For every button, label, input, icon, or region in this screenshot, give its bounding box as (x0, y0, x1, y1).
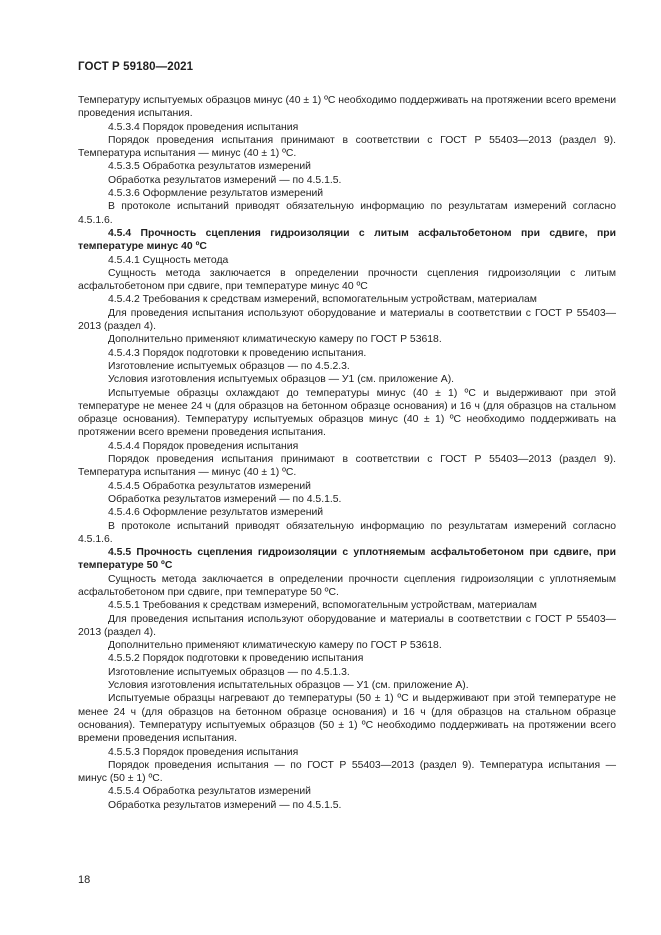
document-body (78, 94, 616, 812)
page-number: 18 (78, 874, 91, 886)
paragraph: Сущность метода заключается в определении прочности сцепления гидроизоляции с литым асфальтобетоном при сдвиге, при температуре минус 40 ºС (78, 267, 616, 293)
paragraph: 4.5.4.1 Сущность метода (108, 254, 229, 266)
paragraph: 4.5.5.1 Требования к средствам измерений, вспомогательным устройствам, материалам (108, 600, 537, 612)
paragraph: Условия изготовления испытуемых образцов — У1 (см. приложение А). (108, 374, 455, 386)
section-heading: 4.5.4 Прочность сцепления гидроизоляции с литым асфальтобетоном при сдвиге, при температуре минус 40 ºС (78, 227, 616, 253)
paragraph: Испытуемые образцы нагревают до температуры (50 ± 1) ºС и выдерживают при этой температуре не менее 24 ч (для образцов на бетонном образце основания) и 16 ч (для образцов на стальном образце основания). Температуру испытуемых образцов (50 ± 1) ºС необходимо поддерживать на протяжении всего времени проведения испытания. (78, 693, 616, 745)
paragraph: Порядок проведения испытания принимают в соответствии с ГОСТ Р 55403—2013 (раздел 9). Температура испытания — минус (40 ± 1) ºС. (78, 454, 616, 479)
paragraph: Дополнительно применяют климатическую камеру по ГОСТ Р 53618. (108, 334, 442, 346)
paragraph: 4.5.4.2 Требования к средствам измерений, вспомогательным устройствам, материалам (108, 294, 537, 306)
paragraph: 4.5.4.4 Порядок проведения испытания (108, 440, 299, 452)
paragraph: Обработка результатов измерений — по 4.5.1.5. (108, 493, 342, 505)
paragraph: Для проведения испытания используют оборудование и материалы в соответствии с ГОСТ Р 55403—2013 (раздел 4). (78, 613, 616, 638)
paragraph: 4.5.5.4 Обработка результатов измерений (108, 786, 311, 798)
document-header: ГОСТ Р 59180—2021 (78, 61, 194, 73)
paragraph: Порядок проведения испытания принимают в соответствии с ГОСТ Р 55403—2013 (раздел 9). Температура испытания — минус (40 ± 1) ºС. (78, 134, 616, 160)
paragraph: 4.5.4.3 Порядок подготовки к проведению испытания. (108, 347, 367, 359)
paragraph: Изготовление испытуемых образцов — по 4.5.2.3. (108, 360, 350, 372)
paragraph: Порядок проведения испытания — по ГОСТ Р 55403—2013 (раздел 9). Температура испытания — минус (50 ± 1) ºС. (78, 759, 616, 785)
paragraph: В протоколе испытаний приводят обязательную информацию по результатам измерений согласно 4.5.1.6. (78, 201, 616, 226)
paragraph: Испытуемые образцы охлаждают до температуры минус (40 ± 1) ºС и выдерживают при этой температуре не менее 24 ч (для образцов на бетонном образце основания) и 16 ч (для образцов на стальном образце основания). Температуру испытуемых образцов минус (40 ± 1) ºС необходимо поддерживать на протяжении всего времени проведения испытания. (78, 387, 616, 439)
paragraph: В протоколе испытаний приводят обязательную информацию по результатам измерений согласно 4.5.1.6. (78, 520, 616, 545)
paragraph: Дополнительно применяют климатическую камеру по ГОСТ Р 53618. (108, 640, 442, 652)
section-heading: 4.5.5 Прочность сцепления гидроизоляции с уплотняемым асфальтобетоном при сдвиге, при температуре 50 ºС (78, 547, 616, 572)
paragraph: 4.5.3.5 Обработка результатов измерений (108, 161, 311, 173)
paragraph: 4.5.4.6 Оформление результатов измерений (108, 507, 324, 519)
paragraph: Изготовление испытуемых образцов — по 4.5.1.3. (108, 666, 350, 678)
paragraph: 4.5.5.2 Порядок подготовки к проведению испытания (108, 653, 364, 665)
paragraph: Условия изготовления испытательных образцов — У1 (см. приложение А). (108, 680, 469, 692)
paragraph: Для проведения испытания используют оборудование и материалы в соответствии с ГОСТ Р 55403—2013 (раздел 4). (78, 307, 616, 333)
paragraph: Обработка результатов измерений — по 4.5.1.5. (108, 799, 342, 811)
paragraph: Сущность метода заключается в определении прочности сцепления гидроизоляции с уплотняемым асфальтобетоном при сдвиге, при температуре 50 ºС. (78, 573, 616, 598)
paragraph: 4.5.3.4 Порядок проведения испытания (108, 121, 299, 133)
paragraph: 4.5.5.3 Порядок проведения испытания (108, 746, 299, 758)
paragraph: 4.5.4.5 Обработка результатов измерений (108, 480, 311, 492)
paragraph: Обработка результатов измерений — по 4.5.1.5. (108, 174, 342, 186)
paragraph: 4.5.3.6 Оформление результатов измерений (108, 188, 324, 200)
paragraph: Температуру испытуемых образцов минус (40 ± 1) ºС необходимо поддерживать на протяжении всего времени проведения испытания. (78, 95, 616, 120)
